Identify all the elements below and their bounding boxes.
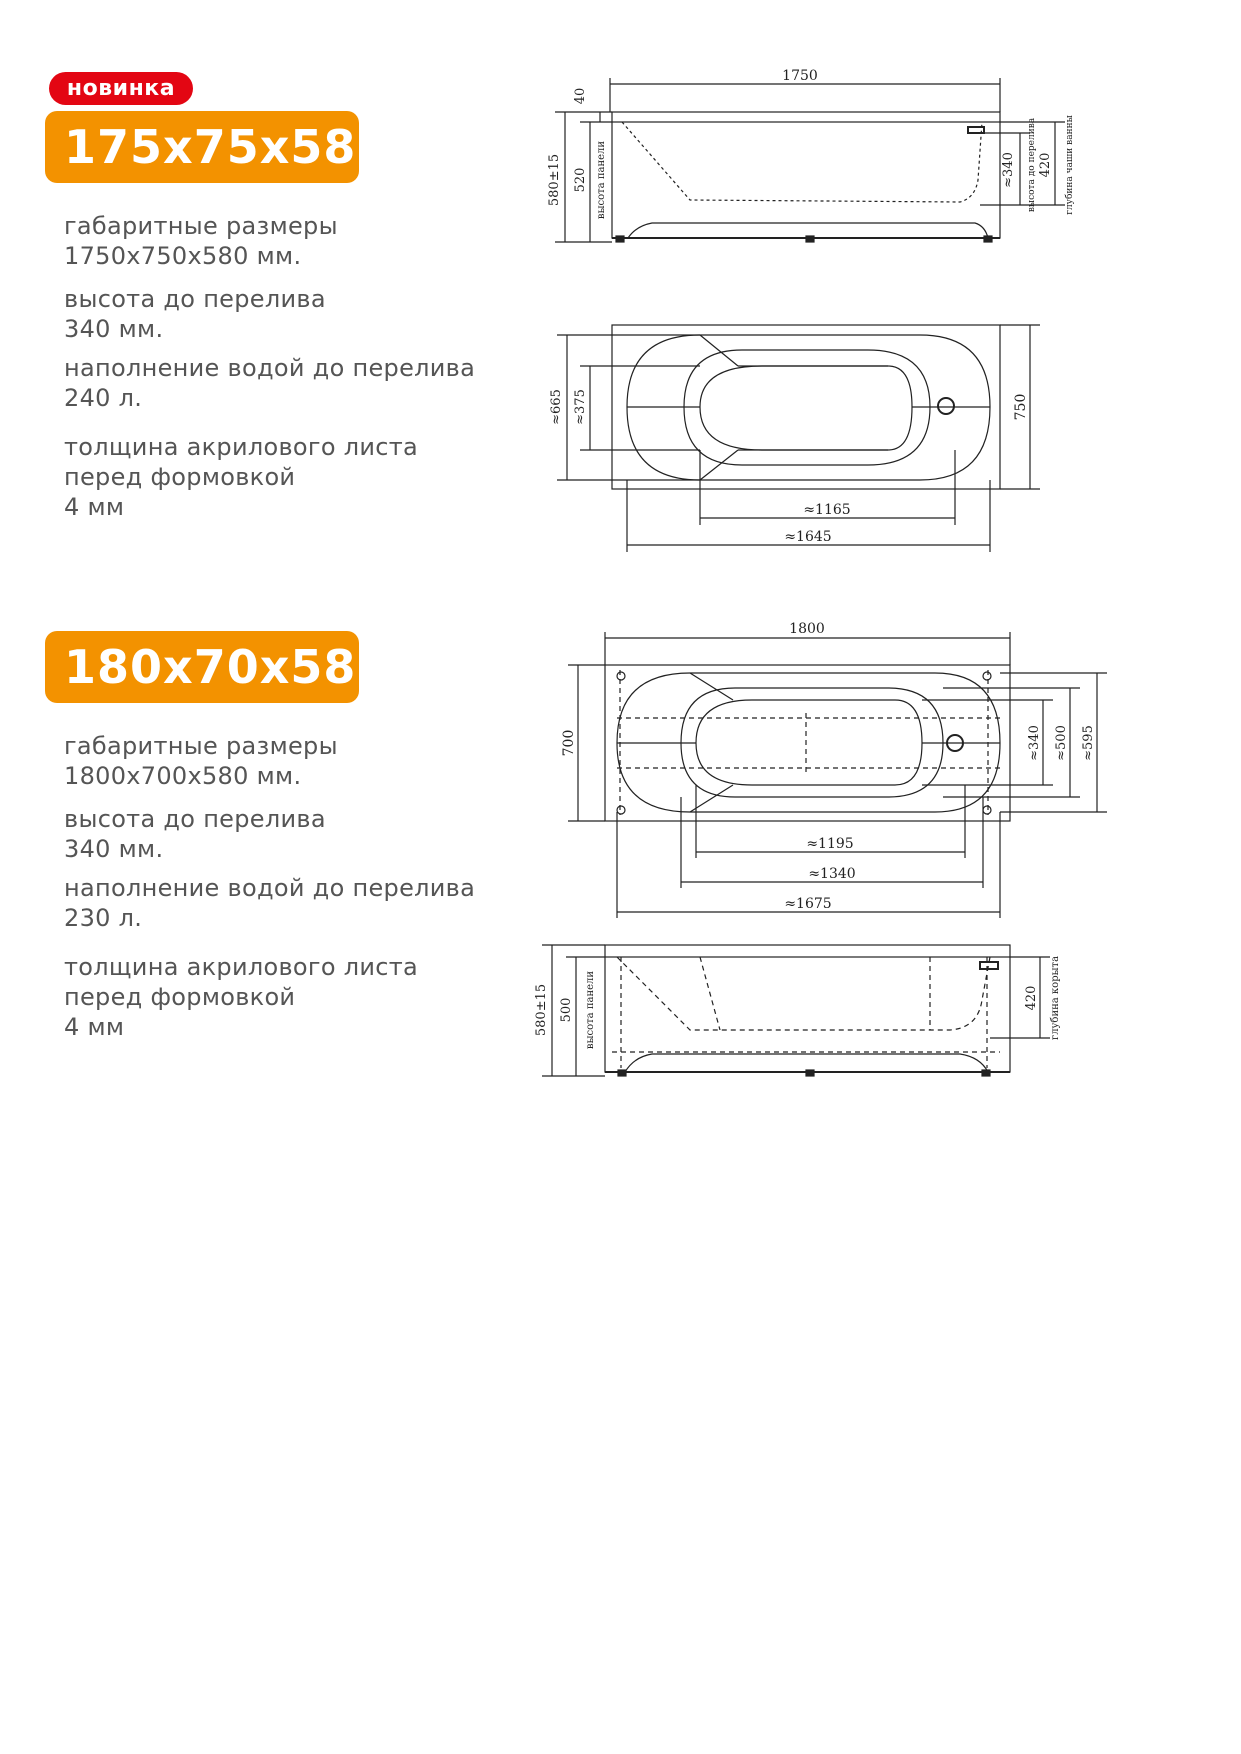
top-view-drawing-1750	[557, 325, 1040, 552]
dim-bottom-length-1195: ≈1195	[806, 836, 854, 852]
spec-water-volume-2: наполнение водой до перелива 230 л.	[64, 874, 476, 932]
caption-depth: глубина чаши ванны	[1065, 115, 1075, 215]
dim-width-700: 700	[561, 729, 577, 757]
side-view-drawing-1800	[542, 945, 1050, 1076]
caption-panel-height-2: высота панели	[585, 970, 596, 1050]
dim-overflow: ≈340	[1001, 152, 1016, 188]
dim-depth-420: 420	[1024, 985, 1039, 1011]
spec-overflow-height-2: высота до перелива 340 мм.	[64, 805, 326, 863]
spec-water-volume-1: наполнение водой до перелива 240 л.	[64, 354, 476, 412]
dim-total-height: 580±15	[547, 153, 562, 207]
dim-inner-width-595: ≈595	[1081, 725, 1096, 761]
dim-mid-width: ≈500	[1054, 725, 1069, 761]
caption-depth-2: глубина корыта	[1050, 955, 1061, 1041]
dim-overflow-width: ≈340	[1027, 725, 1042, 761]
new-badge: новинка	[49, 72, 193, 105]
dim-length: 1750	[782, 68, 818, 84]
dim-mid-length-1340: ≈1340	[808, 866, 856, 882]
dim-length-1800: 1800	[789, 621, 825, 637]
dim-inner-length-1675: ≈1675	[784, 896, 832, 912]
spec-overflow-height-1: высота до перелива 340 мм.	[64, 285, 326, 343]
size-label-1: 175x75x58	[45, 111, 359, 183]
spec-acrylic-thickness-2: толщина акрилового листа перед формовкой 4 мм	[64, 953, 419, 1041]
dim-panel-height-500: 500	[559, 997, 574, 1023]
dim-bottom-length: ≈1165	[803, 502, 851, 518]
spec-dimensions-1: габаритные размеры 1750x750x580 мм.	[64, 212, 338, 270]
dim-total-height-2: 580±15	[534, 983, 549, 1037]
dim-depth: 420	[1038, 152, 1053, 178]
spec-acrylic-thickness-1: толщина акрилового листа перед формовкой 4 мм	[64, 433, 419, 521]
dim-width: 750	[1013, 393, 1029, 421]
dim-panel-height: 520	[573, 167, 588, 193]
dim-inner-length: ≈1645	[784, 529, 832, 545]
caption-overflow: высота до перелива	[1027, 117, 1037, 213]
spec-dimensions-2: габаритные размеры 1800x700x580 мм.	[64, 732, 338, 790]
caption-panel-height: высота панели	[596, 140, 607, 220]
dim-inner-width: ≈665	[549, 389, 564, 425]
dim-bottom-width: ≈375	[573, 389, 588, 425]
size-label-2: 180x70x58	[45, 631, 359, 703]
dim-rim: 40	[573, 87, 588, 105]
